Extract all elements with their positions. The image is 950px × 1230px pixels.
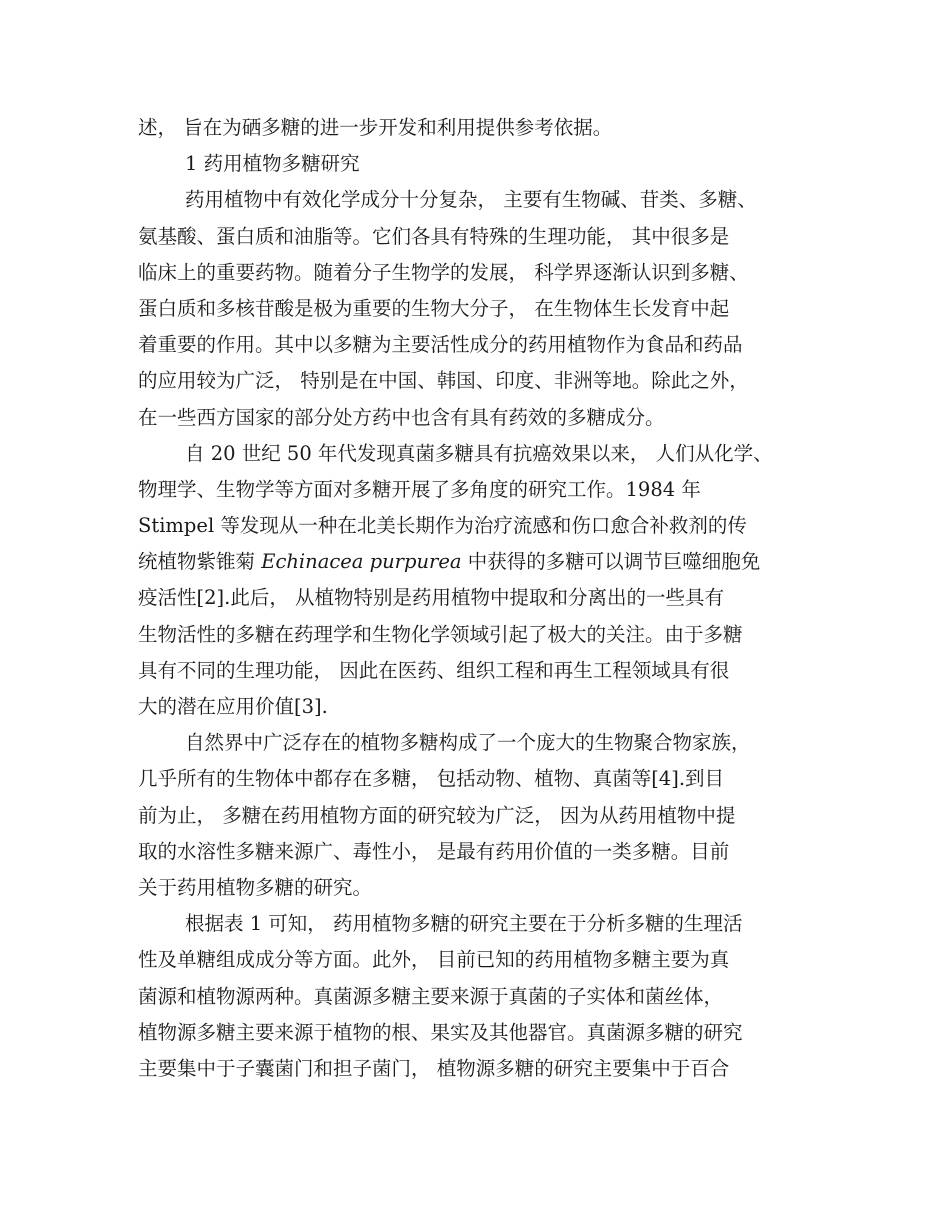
body-text (138, 110, 828, 1087)
text-line: 生物活性的多糖在药理学和生物化学领域引起了极大的关注。由于多糖 (138, 622, 743, 646)
text-line: 前为止， 多糖在药用植物方面的研究较为广泛， 因为从药用植物中提 (138, 803, 736, 827)
text-line: 的应用较为广泛， 特别是在中国、韩国、印度、非洲等地。除此之外， (138, 369, 749, 393)
text-line: 物理学、生物学等方面对多糖开展了多角度的研究工作。1984 年 (138, 477, 701, 501)
text-line: 药用植物中有效化学成分十分复杂， 主要有生物碱、苷类、多糖、 (185, 188, 757, 212)
text-line: 1 药用植物多糖研究 (185, 152, 360, 176)
text-line: 着重要的作用。其中以多糖为主要活性成分的药用植物作为食品和药品 (138, 333, 743, 357)
text-line: Stimpel 等发现从一种在北美长期作为治疗流感和伤口愈合补救剂的传 (138, 514, 747, 538)
text-line: 疫活性[2].此后， 从植物特别是药用植物中提取和分离出的一些具有 (138, 586, 725, 610)
species-name: Echinacea purpurea (261, 550, 462, 574)
text-line: 氨基酸、蛋白质和油脂等。它们各具有特殊的生理功能， 其中很多是 (138, 224, 730, 248)
text-line: 取的水溶性多糖来源广、毒性小， 是最有药用价值的一类多糖。目前 (138, 839, 730, 863)
text-line: 性及单糖组成成分等方面。此外， 目前已知的药用植物多糖主要为真 (138, 948, 730, 972)
text-line: 自然界中广泛存在的植物多糖构成了一个庞大的生物聚合物家族， (185, 731, 751, 755)
text-line: 自 20 世纪 50 年代发现真菌多糖具有抗癌效果以来， 人们从化学、 (185, 441, 773, 465)
text-line: 植物源多糖主要来源于植物的根、果实及其他器官。真菌源多糖的研究 (138, 1020, 743, 1044)
text-line: 关于药用植物多糖的研究。 (138, 875, 373, 899)
text-line: 几乎所有的生物体中都存在多糖， 包括动物、植物、真菌等[4].到目 (138, 767, 725, 791)
text-line: 述， 旨在为硒多糖的进一步开发和利用提供参考依据。 (138, 116, 613, 139)
text-line: 大的潜在应用价值[3]. (138, 695, 328, 718)
text-line: 临床上的重要药物。随着分子生物学的发展， 科学界逐渐认识到多糖、 (138, 260, 749, 284)
text-line: 统植物紫锥菊 Echinacea purpurea 中获得的多糖可以调节巨噬细胞免 (138, 550, 761, 574)
text-line: 根据表 1 可知， 药用植物多糖的研究主要在于分析多糖的生理活 (185, 912, 743, 936)
text-line: 菌源和植物源两种。真菌源多糖主要来源于真菌的子实体和菌丝体， (138, 984, 724, 1008)
text-line: 主要集中于子囊菌门和担子菌门， 植物源多糖的研究主要集中于百合 (138, 1056, 730, 1080)
text-line: 具有不同的生理功能， 因此在医药、组织工程和再生工程领域具有很 (138, 658, 730, 682)
text-line: 在一些西方国家的部分处方药中也含有具有药效的多糖成分。 (138, 405, 665, 429)
text-line: 蛋白质和多核苷酸是极为重要的生物大分子， 在生物体生长发育中起 (138, 296, 730, 320)
